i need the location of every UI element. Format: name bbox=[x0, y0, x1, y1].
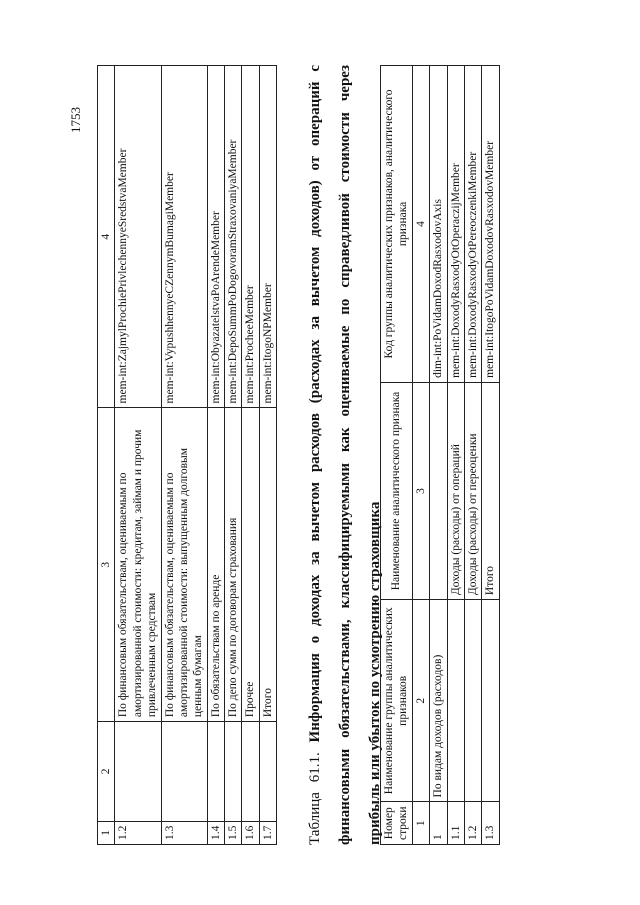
header-cell: 1 bbox=[98, 821, 115, 844]
table-row bbox=[225, 66, 242, 845]
caption-title: Информация о доходах за вычетом расходов (расходах за вычетом доходов) от операций с финансовыми обязательствами, классифицируемыми как оцениваемые по справедливой стоимости через прибыль или убыток по усмотрению страховщика bbox=[307, 64, 383, 845]
table-header-row bbox=[98, 66, 115, 845]
group-name bbox=[447, 600, 464, 802]
row-number: 1.2 bbox=[115, 821, 161, 844]
item-name: По финансовым обязательствам, оцениваемым по амортизированной стоимости: выпущенным долговым ценным бумагам bbox=[161, 408, 207, 722]
item-name: По обязательствам по аренде bbox=[207, 408, 224, 722]
row-number: 1.6 bbox=[242, 821, 259, 844]
caption-prefix: Таблица 61.1. bbox=[307, 752, 323, 845]
table-row bbox=[447, 66, 464, 845]
group-name bbox=[225, 722, 242, 821]
table-row bbox=[207, 66, 224, 845]
item-code: mem-int:DepoSummPoDogovoramStraxovaniyaMember bbox=[225, 66, 242, 408]
item-code: mem-int:DoxodyRasxodyOtOperaczijMember bbox=[447, 66, 464, 383]
header-cell: Наименование аналитического признака bbox=[381, 382, 413, 599]
item-code: mem-int:ItogoPoVidamDoxodovRasxodovMember bbox=[482, 66, 499, 383]
page-number: 1753 bbox=[68, 107, 83, 133]
item-code: mem-int:ProcheeMember bbox=[242, 66, 259, 408]
header-cell: 2 bbox=[98, 722, 115, 821]
group-name: По видам доходов (расходов) bbox=[430, 600, 447, 802]
item-name: Прочее bbox=[242, 408, 259, 722]
member-table-continued bbox=[97, 65, 277, 845]
row-number: 1.2 bbox=[464, 802, 481, 845]
analytics-table bbox=[380, 65, 500, 845]
item-code: mem-int:VypushhennyeCZennymBumagiMember bbox=[161, 66, 207, 408]
item-code: mem-int:ItogoNPMember bbox=[259, 66, 276, 408]
row-number: 1.1 bbox=[447, 802, 464, 845]
item-name: Итого bbox=[482, 382, 499, 599]
item-name: По депо сумм по договорам страхования bbox=[225, 408, 242, 722]
table-header-row bbox=[381, 66, 413, 845]
header-num: 2 bbox=[412, 600, 429, 802]
row-number: 1.4 bbox=[207, 821, 224, 844]
table-row bbox=[482, 66, 499, 845]
row-number: 1 bbox=[430, 802, 447, 845]
header-cell: Наименование группы аналитических признаков bbox=[381, 600, 413, 802]
item-code: dim-int:PoVidamDoxodRasxodovAxis bbox=[430, 66, 447, 383]
item-name: Итого bbox=[259, 408, 276, 722]
table-row bbox=[430, 66, 447, 845]
header-num: 1 bbox=[412, 802, 429, 845]
row-number: 1.3 bbox=[482, 802, 499, 845]
table-row bbox=[242, 66, 259, 845]
group-name bbox=[464, 600, 481, 802]
header-num: 4 bbox=[412, 66, 429, 383]
table-row bbox=[161, 66, 207, 845]
row-number: 1.7 bbox=[259, 821, 276, 844]
group-name bbox=[161, 722, 207, 821]
group-name bbox=[259, 722, 276, 821]
header-cell: 4 bbox=[98, 66, 115, 408]
group-name bbox=[482, 600, 499, 802]
item-code: mem-int:DoxodyRasxodyOtPereoczenkiMember bbox=[464, 66, 481, 383]
item-name: По финансовым обязательствам, оцениваемым по амортизированной стоимости: кредитам, займам и прочим привлеченным средствам bbox=[115, 408, 161, 722]
table-row bbox=[115, 66, 161, 845]
header-num: 3 bbox=[412, 382, 429, 599]
item-name: Доходы (расходы) от операций bbox=[447, 382, 464, 599]
item-code: mem-int:ZajmylProchiePrivlechennyeSredstvaMember bbox=[115, 66, 161, 408]
header-cell: 3 bbox=[98, 408, 115, 722]
item-name bbox=[430, 382, 447, 599]
group-name bbox=[207, 722, 224, 821]
header-cell: Код группы аналитических признаков, аналитического признака bbox=[381, 66, 413, 383]
item-name: Доходы (расходы) от переоценки bbox=[464, 382, 481, 599]
rotated-page bbox=[60, 65, 580, 845]
table-caption bbox=[300, 65, 390, 845]
group-name bbox=[242, 722, 259, 821]
row-number: 1.3 bbox=[161, 821, 207, 844]
item-code: mem-int:ObyazatelstvaPoArendeMember bbox=[207, 66, 224, 408]
table-number-row bbox=[412, 66, 429, 845]
row-number: 1.5 bbox=[225, 821, 242, 844]
header-cell: Номер строки bbox=[381, 802, 413, 845]
group-name bbox=[115, 722, 161, 821]
table-row bbox=[259, 66, 276, 845]
table-row bbox=[464, 66, 481, 845]
